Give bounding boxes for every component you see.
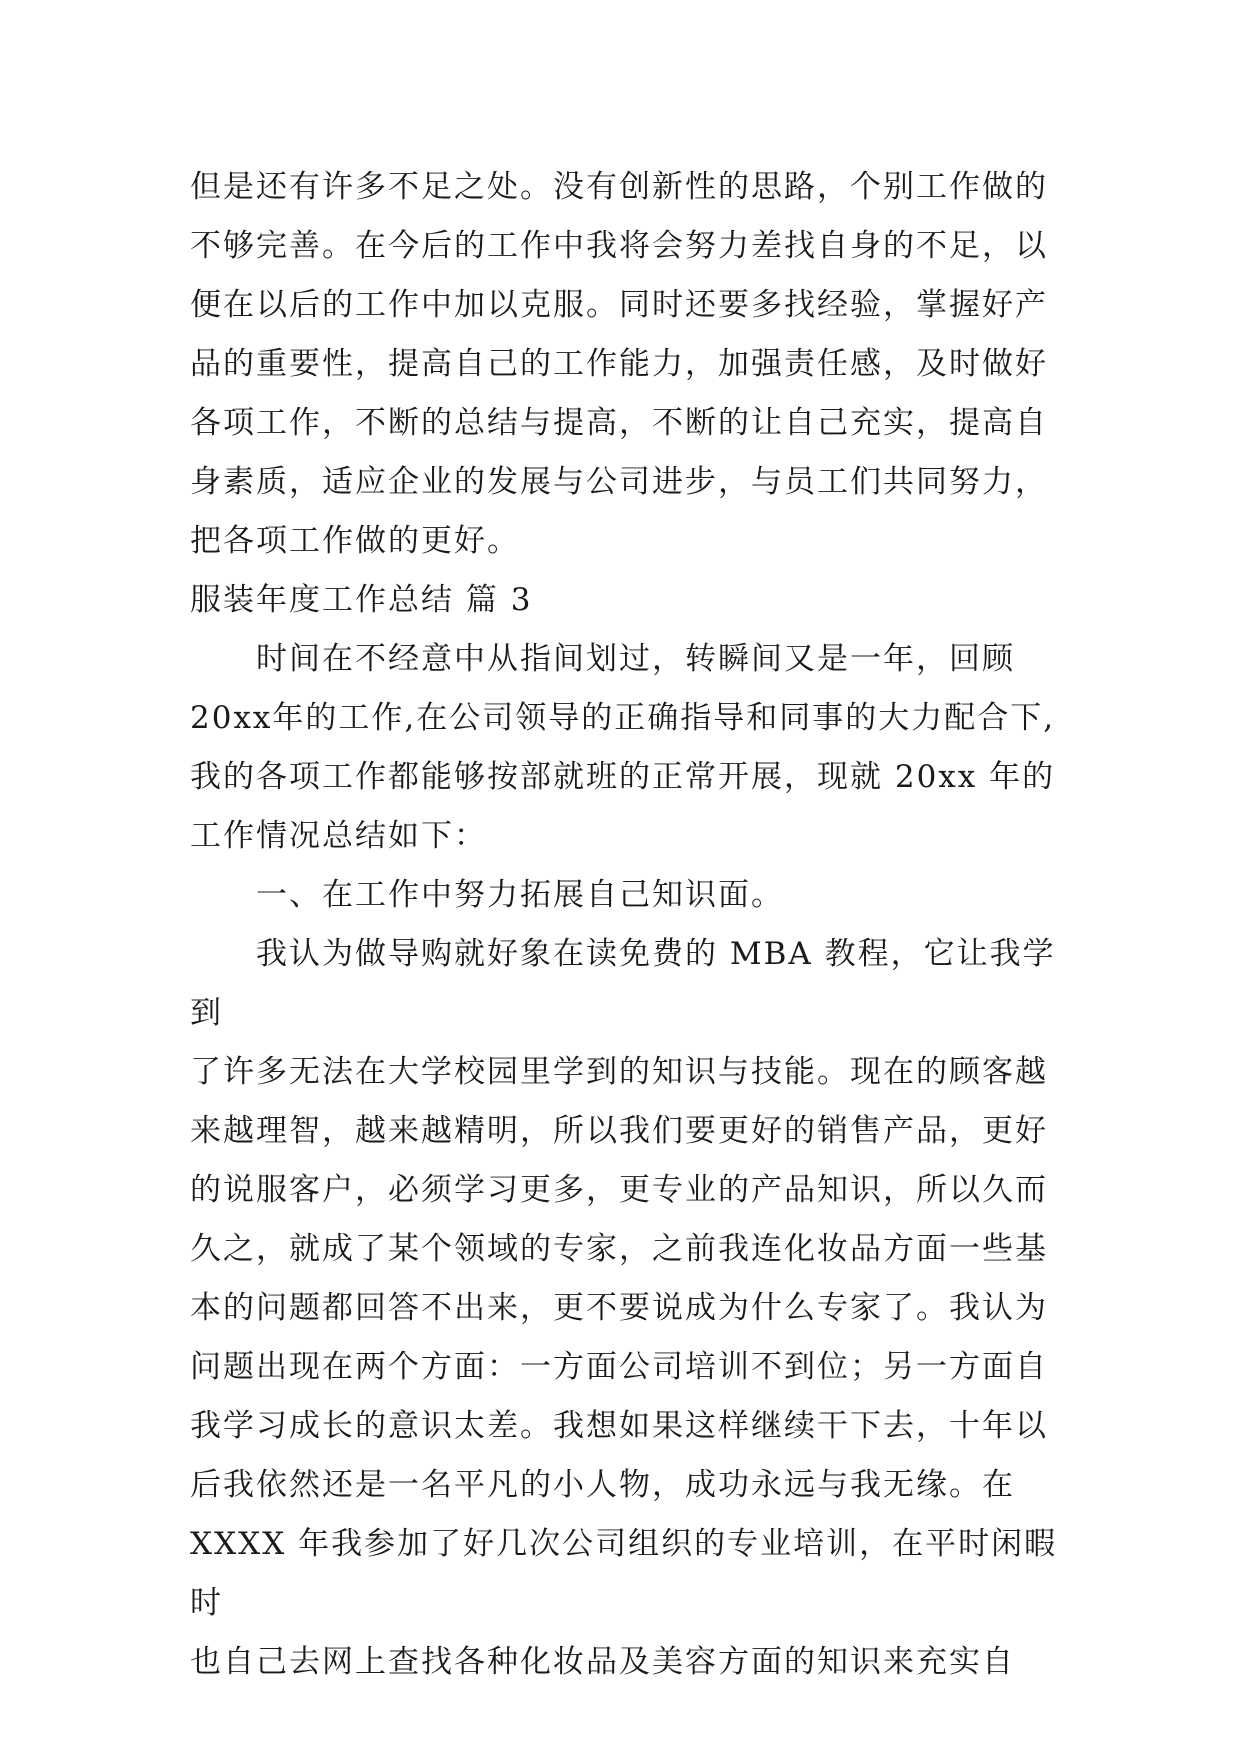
- paragraph-intro: 时间在不经意中从指间划过，转瞬间又是一年，回顾 20xx年的工作,在公司领导的正确指导和同事的大力配合下, 我的各项工作都能够按部就班的正常开展，现就 20xx 年的 工作情况总结如下：: [190, 641, 1056, 854]
- document-body: [190, 158, 1060, 1692]
- section-heading: 服装年度工作总结 篇 3: [190, 582, 533, 618]
- paragraph-subheading: 一、在工作中努力拓展自己知识面。: [256, 877, 784, 913]
- paragraph-continuation: 但是还有许多不足之处。没有创新性的思路，个别工作做的 不够完善。在今后的工作中我将会努力差找自身的不足，以 便在以后的工作中加以克服。同时还要多找经验，掌握好产 品的重要性，提高自己的工作能力，加强责任感，及时做好 各项工作，不断的总结与提高，不断的让自己充实，提高自 身素质，适应企业的发展与公司进步，与员工们共同努力， 把各项工作做的更好。: [190, 169, 1048, 559]
- paragraph-body: 我认为做导购就好象在读免费的 MBA 教程，它让我学到 了许多无法在大学校园里学到的知识与技能。现在的顾客越 来越理智，越来越精明，所以我们要更好的销售产品，更好 的说服客户，必须学习更多，更专业的产品知识，所以久而 久之，就成了某个领域的专家，之前我连化妆品方面一些基 本的问题都回答不出来，更不要说成为什么专家了。我认为 问题出现在两个方面：一方面公司培训不到位；另一方面自 我学习成长的意识太差。我想如果这样继续干下去，十年以 后我依然还是一名平凡的小人物，成功永远与我无缘。在 XXXX 年我参加了好几次公司组织的专业培训，在平时闲暇时 也自己去网上查找各种化妆品及美容方面的知识来充实自: [190, 936, 1058, 1680]
